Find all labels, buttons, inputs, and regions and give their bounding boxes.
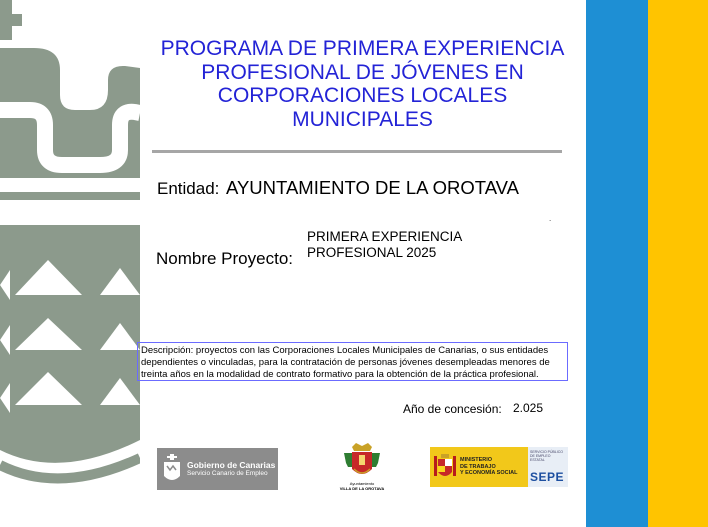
blue-stripe	[586, 0, 648, 527]
yellow-stripe	[648, 0, 708, 527]
ministerio-line3: Y ECONOMÍA SOCIAL	[460, 470, 518, 477]
proyecto-value: PRIMERA EXPERIENCIA PROFESIONAL 2025	[307, 229, 462, 260]
proyecto-label: Nombre Proyecto:	[156, 249, 293, 268]
sepe-logo	[528, 447, 568, 487]
spain-coat-of-arms-icon	[434, 452, 456, 482]
ayuntamiento-line1: Ayuntamiento	[349, 481, 375, 486]
concesion-label: Año de concesión:	[403, 402, 502, 416]
gobierno-canarias-logo	[157, 448, 278, 490]
description-box: Descripción: proyectos con las Corporaciones Locales Municipales de Canarias, o sus entidades dependientes o vinculadas, para la contratación de personas jóvenes desempleadas menores de treinta años en la modalidad de contrato formativo para la obtención de la práctica profesional.	[137, 342, 568, 381]
ministerio-line1: MINISTERIO	[460, 457, 493, 464]
ministerio-line2: DE TRABAJO	[460, 463, 496, 470]
sepe-wordmark: SEPE	[530, 470, 565, 484]
gobierno-canarias-name: Gobierno de Canarias	[187, 460, 276, 470]
orotava-crest-icon	[340, 443, 384, 481]
entidad-value: AYUNTAMIENTO DE LA OROTAVA	[226, 177, 519, 198]
concesion-value: 2.025	[513, 401, 544, 415]
canarias-crest-icon	[162, 454, 182, 484]
servicio-canario-empleo: Servicio Canario de Empleo	[187, 470, 268, 477]
ayuntamiento-logo	[332, 443, 392, 495]
ayuntamiento-line2: VILLA DE LA OROTAVA	[339, 486, 385, 491]
stray-dot: .	[549, 214, 552, 223]
title-divider	[152, 150, 562, 153]
sepe-top-text: SERVICIO PÚBLICO DE EMPLEO ESTATAL	[530, 450, 564, 462]
ministerio-trabajo-logo	[430, 447, 528, 487]
entidad-label: Entidad:	[157, 179, 220, 198]
canarias-emblem-graphic	[0, 0, 140, 527]
program-title: PROGRAMA DE PRIMERA EXPERIENCIA PROFESIONAL DE JÓVENES EN CORPORACIONES LOCALES MUNICIPALES	[160, 37, 565, 131]
